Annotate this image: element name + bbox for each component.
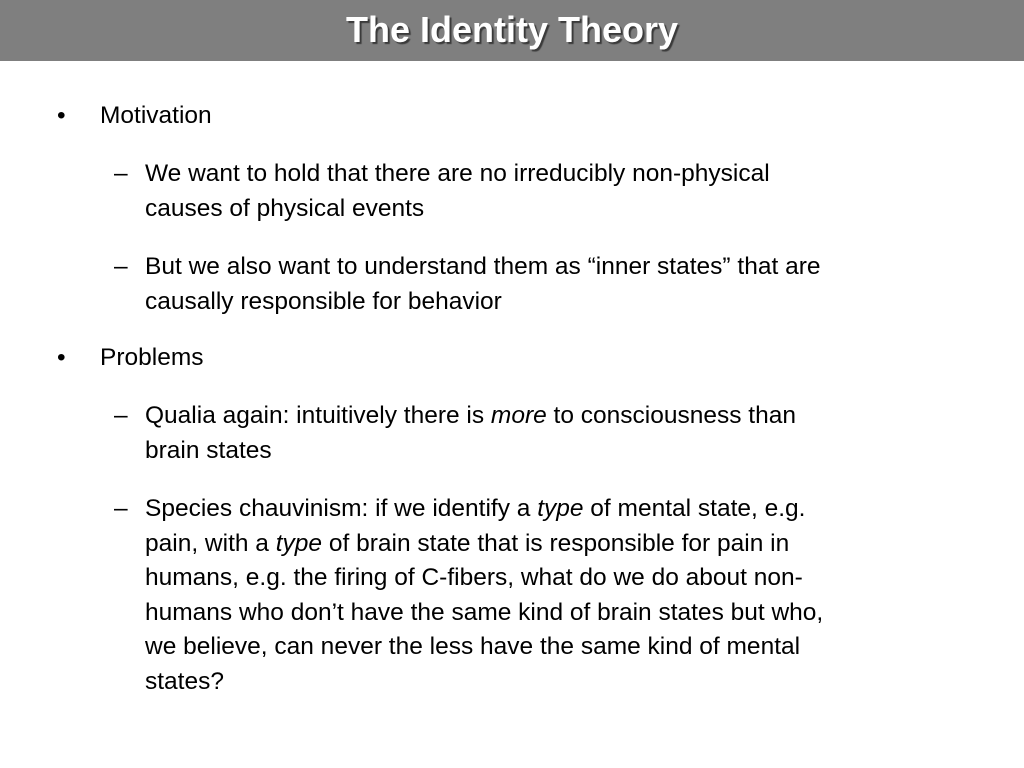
text-line: we believe, can never the less have the same kind of mental [145,633,801,660]
text-segment: to consciousness than [546,402,796,429]
text-line [145,492,945,527]
text-segment: Species chauvinism: if we identify a [145,495,538,522]
dash-marker: – [114,253,128,280]
subpoint-text [145,157,945,226]
text-line: But we also want to understand them as “inner states” that are [145,253,821,280]
bullet-marker: • [57,102,66,129]
subpoint-text [145,250,945,319]
subpoint-text [145,399,945,468]
text-line: causes of physical events [145,194,425,222]
text-segment: pain, with a [145,529,276,557]
text-segment: Qualia again: intuitively there is [145,402,491,429]
emphasis-text: more [490,402,547,429]
emphasis-text: type [275,529,323,557]
text-line [145,527,945,562]
dash-marker: – [114,495,128,522]
text-segment: of mental state, e.g. [583,495,806,522]
slide-title: The Identity Theory [345,8,679,50]
bullet-label-problems: Problems [100,344,204,371]
subpoint-text [145,492,945,699]
text-line: causally responsible for behavior [145,287,502,315]
text-line: humans who don’t have the same kind of brain states but who, [145,598,824,626]
emphasis-text: type [537,495,584,522]
text-segment: of brain state that is responsible for pain in [322,529,790,557]
dash-marker: – [114,402,128,429]
text-line [145,399,945,434]
text-line: states? [145,667,224,695]
dash-marker: – [114,160,128,187]
bullet-marker: • [57,344,66,371]
text-line: humans, e.g. the firing of C-fibers, what do we do about non- [145,564,803,591]
bullet-label-motivation: Motivation [100,102,212,129]
text-line: brain states [145,436,272,464]
text-line: We want to hold that there are no irreducibly non-physical [145,160,770,187]
